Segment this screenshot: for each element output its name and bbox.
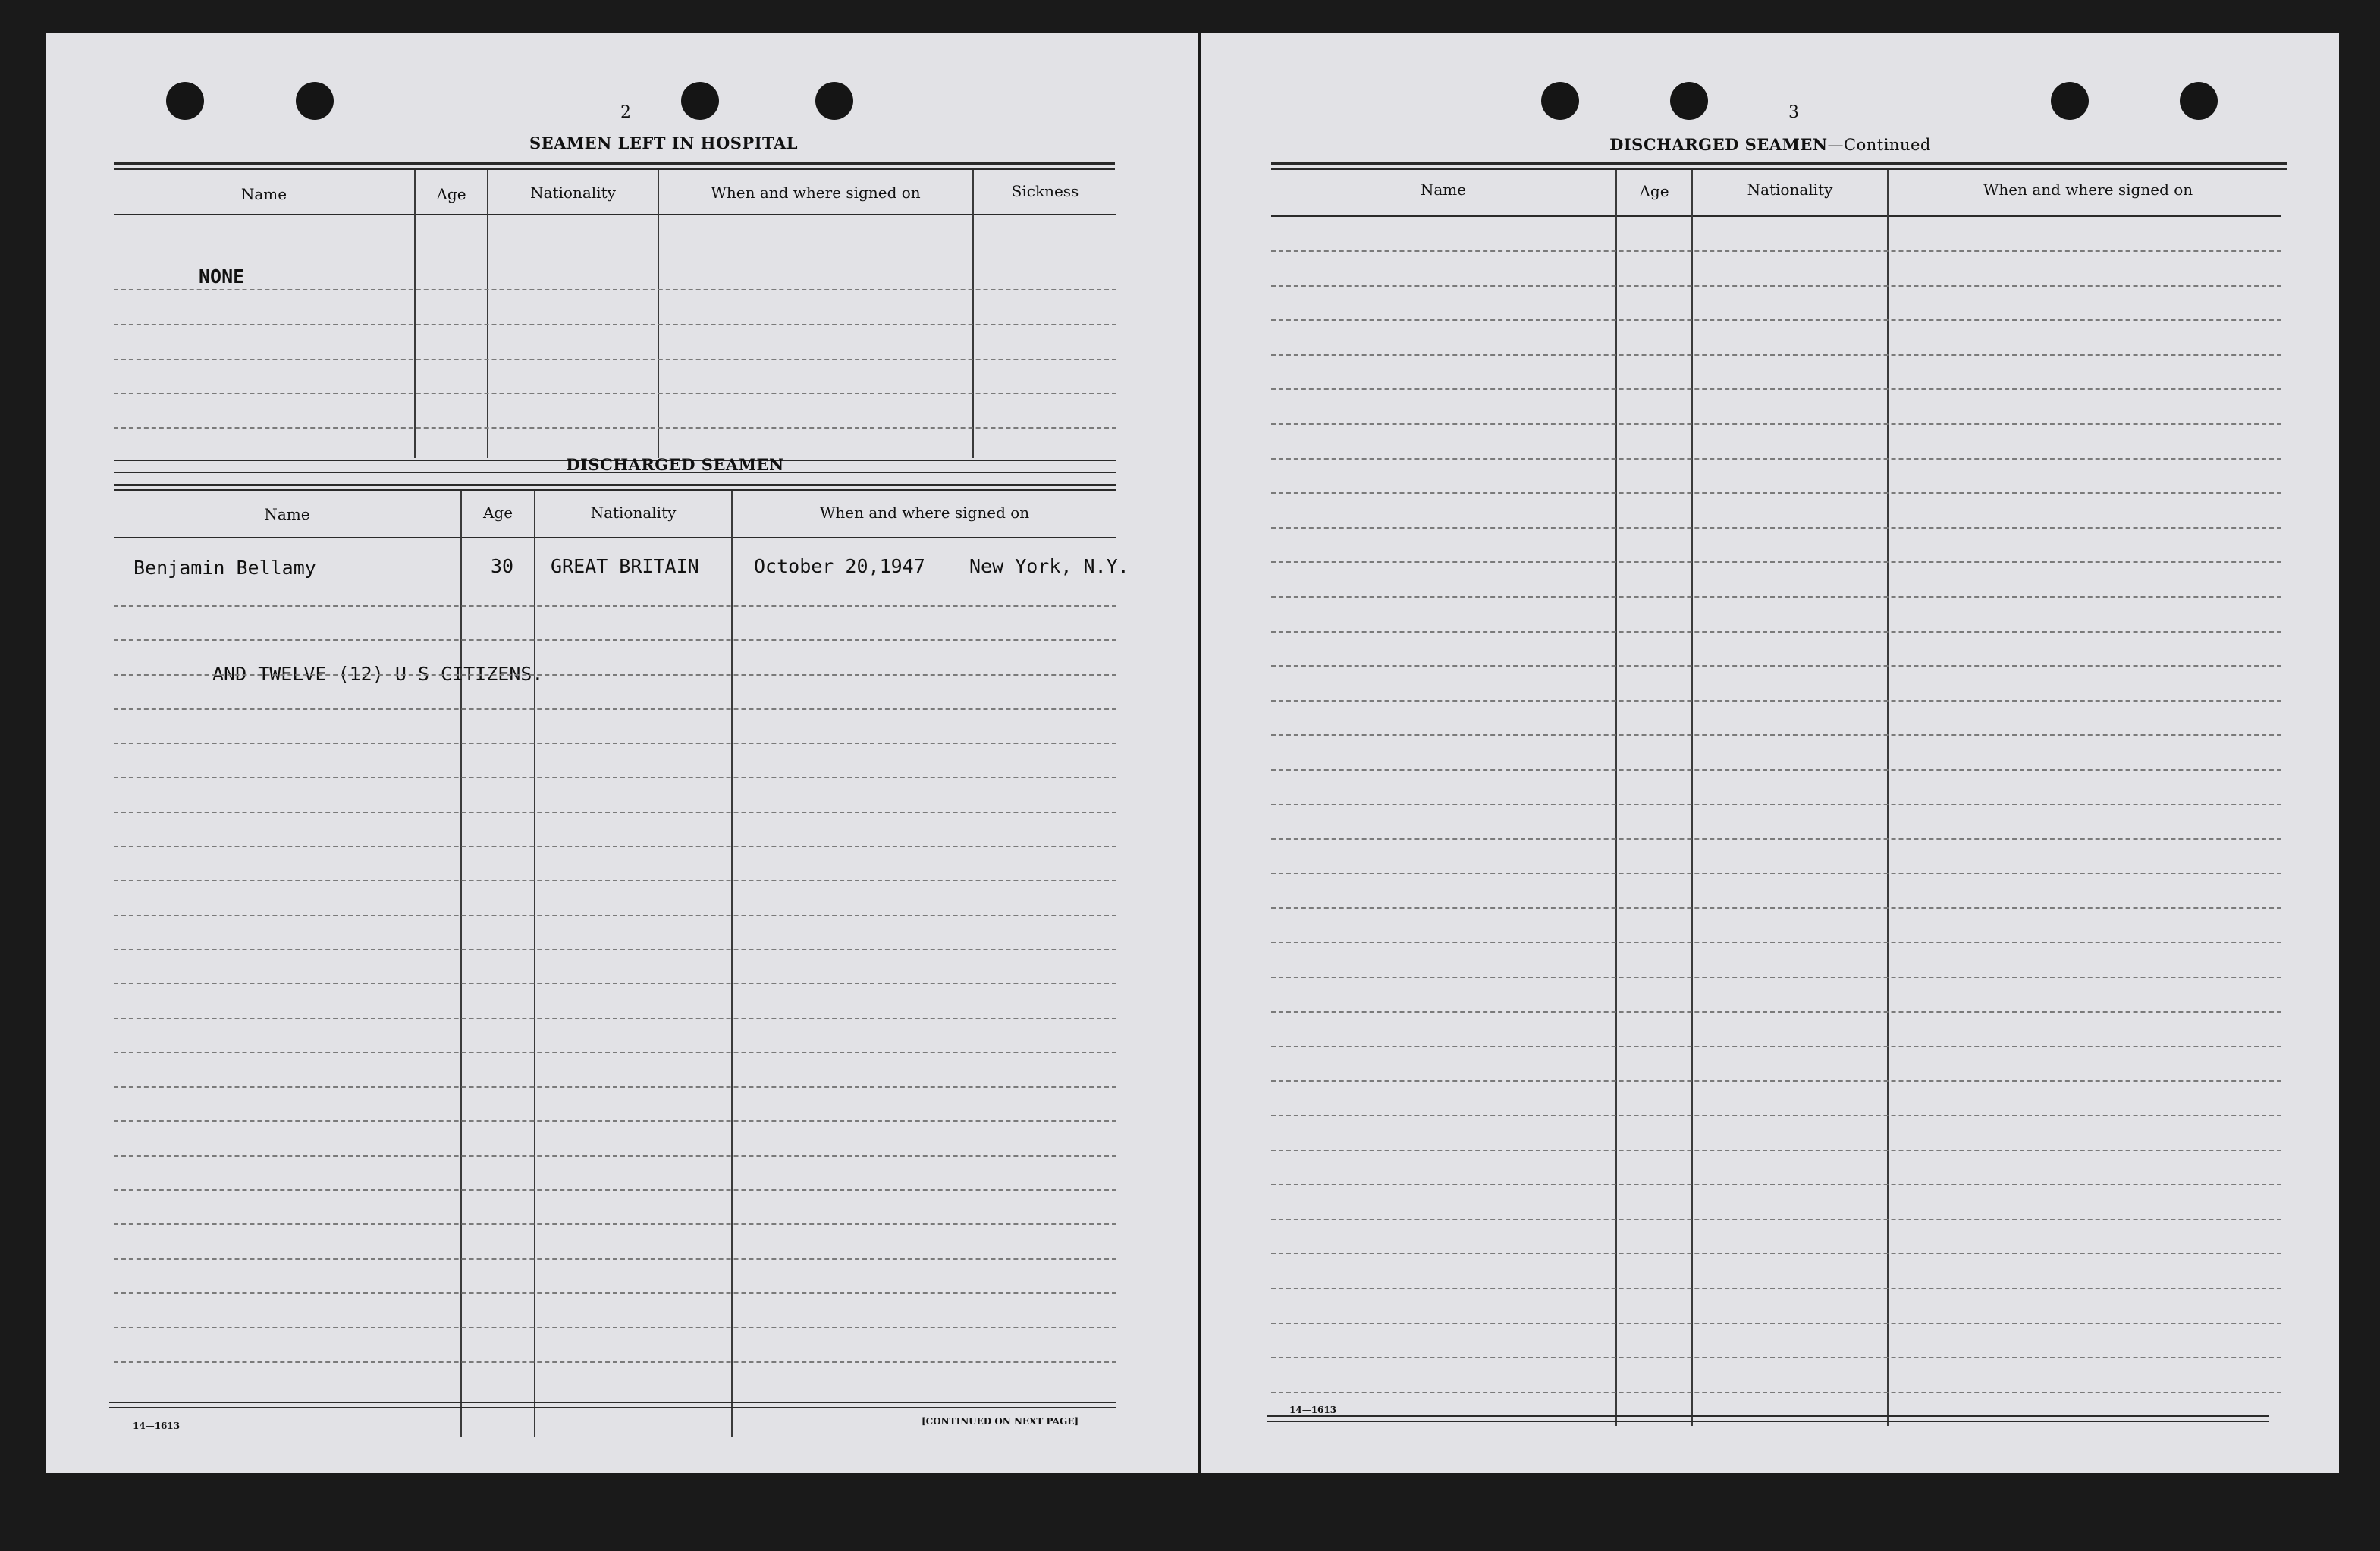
punch-hole-icon — [2051, 82, 2089, 120]
continued-note: [CONTINUED ON NEXT PAGE] — [922, 1416, 1079, 1427]
column-header-nationality: Nationality — [1747, 181, 1833, 199]
row-line — [114, 880, 1116, 881]
row-line — [1271, 1046, 2281, 1047]
right-page — [1201, 33, 2339, 1473]
row-line — [114, 1258, 1116, 1260]
row-line — [114, 639, 1116, 641]
row-line — [114, 1086, 1116, 1088]
page-number: 3 — [1788, 103, 1799, 122]
discharged-section-title: DISCHARGED SEAMEN — [566, 455, 784, 474]
row-line — [114, 743, 1116, 744]
row-line — [114, 1292, 1116, 1294]
table-rule — [1271, 168, 2287, 170]
row-line — [1271, 458, 2281, 460]
table-rule — [1267, 1415, 2269, 1417]
column-header-name: Name — [1420, 181, 1467, 199]
row-line — [114, 1327, 1116, 1328]
row-line — [114, 846, 1116, 847]
row-line — [1271, 285, 2281, 287]
column-divider — [460, 491, 462, 1437]
table-rule — [114, 484, 1116, 486]
row-line — [1271, 1253, 2281, 1254]
row-line — [1271, 1392, 2281, 1393]
row-line — [114, 1223, 1116, 1225]
row-line — [1271, 388, 2281, 390]
row-line — [1271, 942, 2281, 943]
column-header-name: Name — [264, 505, 310, 523]
row-line — [1271, 250, 2281, 252]
row-line — [1271, 977, 2281, 978]
seaman-signed-on-date: October 20,1947 — [754, 555, 925, 577]
page-title — [1558, 135, 1983, 154]
punch-hole-icon — [681, 82, 719, 120]
column-divider — [1887, 170, 1889, 1426]
table-rule — [114, 489, 1116, 491]
column-header-signed-on: When and where signed on — [819, 504, 1030, 522]
row-line — [114, 949, 1116, 950]
title-suffix: —Continued — [1827, 136, 1931, 154]
table-rule — [114, 537, 1116, 538]
column-divider — [658, 170, 659, 458]
row-line — [1271, 734, 2281, 736]
row-line — [114, 1155, 1116, 1157]
row-line — [1271, 1219, 2281, 1220]
row-line — [1271, 907, 2281, 909]
punch-hole-icon — [166, 82, 204, 120]
row-line — [114, 674, 1116, 676]
row-line — [114, 1189, 1116, 1191]
row-line — [114, 427, 1116, 429]
punch-hole-icon — [2180, 82, 2218, 120]
punch-hole-icon — [296, 82, 334, 120]
row-line — [1271, 1150, 2281, 1151]
column-divider — [972, 170, 974, 458]
hospital-section-title: SEAMEN LEFT IN HOSPITAL — [529, 133, 799, 152]
table-rule — [1271, 162, 2287, 165]
row-line — [114, 359, 1116, 360]
column-divider — [1691, 170, 1693, 1426]
punch-hole-icon — [1541, 82, 1579, 120]
table-rule — [114, 168, 1115, 170]
table-rule — [1267, 1421, 2269, 1422]
row-line — [1271, 769, 2281, 771]
hospital-entry: NONE — [199, 265, 245, 287]
row-line — [114, 1052, 1116, 1053]
punch-hole-icon — [1670, 82, 1708, 120]
row-line — [1271, 1323, 2281, 1324]
row-line — [114, 777, 1116, 778]
form-number: 14—1613 — [133, 1421, 181, 1431]
column-divider — [1615, 170, 1617, 1426]
row-line — [1271, 596, 2281, 598]
row-line — [1271, 423, 2281, 425]
column-header-age: Age — [482, 504, 513, 522]
row-line — [1271, 1011, 2281, 1013]
row-line — [114, 393, 1116, 394]
row-line — [114, 1018, 1116, 1019]
table-rule — [114, 214, 1116, 215]
row-line — [114, 708, 1116, 710]
column-header-nationality: Nationality — [590, 504, 677, 522]
column-header-name: Name — [240, 185, 287, 203]
row-line — [1271, 804, 2281, 805]
seaman-signed-on-place: New York, N.Y. — [969, 555, 1129, 577]
row-line — [114, 289, 1116, 290]
column-header-nationality: Nationality — [530, 184, 616, 202]
table-rule — [1271, 215, 2281, 217]
title-main: DISCHARGED SEAMEN — [1609, 135, 1828, 154]
table-rule — [109, 1407, 1116, 1408]
row-line — [1271, 665, 2281, 667]
row-line — [1271, 354, 2281, 356]
column-header-signed-on: When and where signed on — [711, 184, 921, 202]
column-divider — [414, 170, 416, 458]
form-number: 14—1613 — [1289, 1405, 1337, 1415]
row-line — [1271, 1288, 2281, 1289]
row-line — [114, 605, 1116, 607]
column-divider — [731, 491, 733, 1437]
row-line — [1271, 1115, 2281, 1116]
seaman-age: 30 — [491, 555, 514, 577]
row-line — [114, 1361, 1116, 1363]
row-line — [114, 915, 1116, 916]
row-line — [1271, 838, 2281, 840]
row-line — [1271, 1080, 2281, 1082]
table-rule — [109, 1402, 1116, 1403]
crew-note: AND TWELVE (12) U S CITIZENS. — [212, 663, 544, 685]
column-divider — [534, 491, 535, 1437]
seaman-name: Benjamin Bellamy — [133, 557, 316, 579]
row-line — [1271, 319, 2281, 321]
row-line — [114, 983, 1116, 984]
page-number: 2 — [620, 103, 631, 122]
column-header-sickness: Sickness — [1011, 182, 1079, 200]
table-rule — [114, 162, 1115, 165]
column-divider — [487, 170, 488, 458]
row-line — [1271, 492, 2281, 494]
row-line — [1271, 1357, 2281, 1358]
seaman-nationality: GREAT BRITAIN — [551, 555, 699, 577]
column-header-age: Age — [436, 185, 466, 203]
left-page — [46, 33, 1198, 1473]
row-line — [1271, 527, 2281, 529]
row-line — [114, 812, 1116, 813]
row-line — [1271, 1184, 2281, 1185]
row-line — [114, 324, 1116, 325]
column-header-signed-on: When and where signed on — [1983, 181, 2193, 199]
row-line — [1271, 700, 2281, 702]
row-line — [1271, 561, 2281, 563]
column-header-age: Age — [1639, 182, 1669, 200]
row-line — [114, 1120, 1116, 1122]
row-line — [1271, 631, 2281, 633]
row-line — [1271, 873, 2281, 874]
punch-hole-icon — [815, 82, 853, 120]
